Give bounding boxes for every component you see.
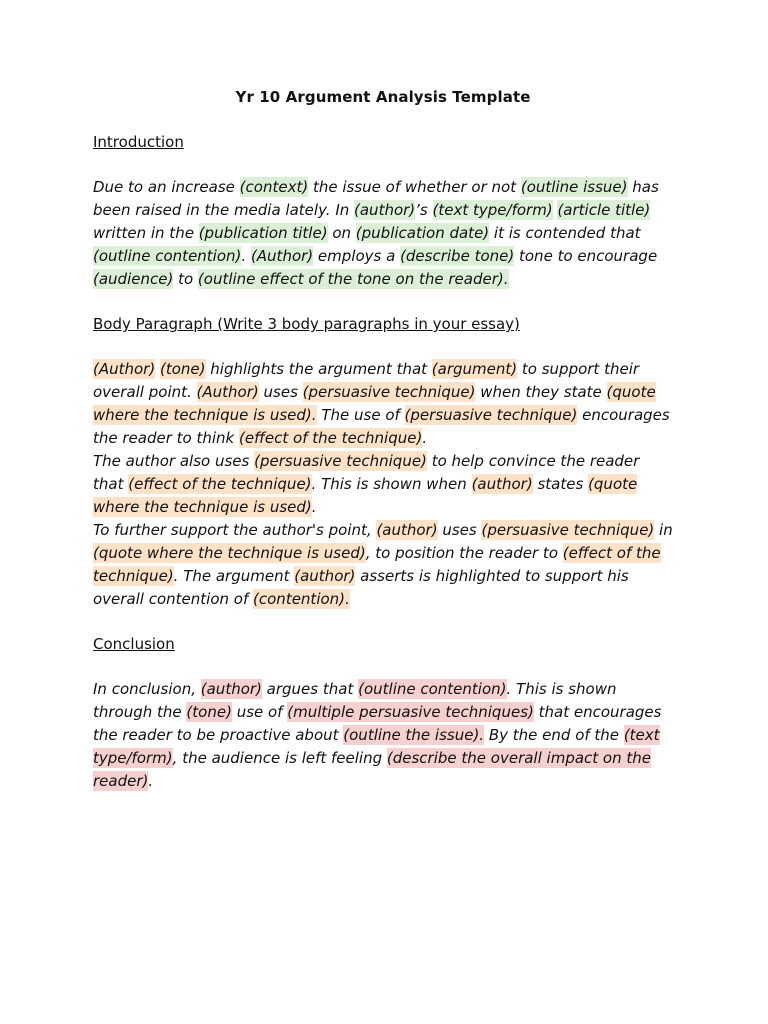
paragraph: [93, 519, 673, 611]
paragraph-text: to help convince the reader that: [93, 452, 640, 493]
placeholder-highlight: (describe tone): [400, 247, 515, 265]
paragraph-text: , to position the reader to: [365, 544, 563, 562]
paragraph-text: , the audience is left feeling: [172, 749, 387, 767]
paragraph: [93, 450, 673, 519]
placeholder-highlight: (text type/form): [432, 201, 553, 219]
placeholder-highlight: (Author): [196, 383, 259, 401]
placeholder-highlight: (Author): [93, 360, 156, 378]
placeholder-highlight: (describe the overall impact on the reader): [93, 749, 651, 790]
paragraph-text: The author also uses: [93, 452, 255, 470]
placeholder-highlight: (quote where the technique is used): [93, 475, 638, 516]
placeholder-highlight: (author): [354, 201, 416, 219]
placeholder-highlight: (context): [239, 178, 309, 196]
paragraph-text: argues that: [261, 680, 359, 698]
paragraph-text: Due to an increase: [93, 178, 240, 196]
placeholder-highlight: (effect of the technique): [93, 544, 661, 585]
placeholder-highlight: (multiple persuasive techniques): [287, 703, 534, 721]
paragraph: [93, 176, 673, 291]
section-body-paragraph: [93, 313, 673, 611]
placeholder-highlight: (argument): [431, 360, 518, 378]
paragraph-text: employs a: [313, 247, 401, 265]
placeholder-highlight: (effect of the technique): [128, 475, 312, 493]
paragraph: [93, 358, 673, 450]
paragraph-text: the issue of whether or not: [308, 178, 521, 196]
paragraph-text: . This is shown when: [311, 475, 472, 493]
paragraph-text: uses: [437, 521, 482, 539]
paragraph-text: asserts is highlighted to support his overall contention of: [93, 567, 629, 608]
section-heading-body-paragraph: Body Paragraph (Write 3 body paragraphs in your essay): [93, 315, 520, 333]
placeholder-highlight: (outline the issue).: [343, 726, 485, 744]
paragraph-text: To further support the author's point,: [93, 521, 377, 539]
placeholder-highlight: (text type/form): [93, 726, 660, 767]
section-conclusion: [93, 633, 673, 793]
placeholder-highlight: (quote where the technique is used).: [93, 383, 656, 424]
placeholder-highlight: (outline issue): [520, 178, 628, 196]
paragraph-text: .: [241, 247, 251, 265]
paragraph-text: it is contended that: [489, 224, 641, 242]
paragraph-text: written in the: [93, 224, 199, 242]
placeholder-highlight: (author): [200, 680, 262, 698]
paragraph-text: to: [173, 270, 198, 288]
paragraph-text: has been raised in the media lately. In: [93, 178, 659, 219]
section-introduction-body: [93, 176, 673, 291]
section-introduction: [93, 131, 673, 291]
paragraph-text: . The argument: [173, 567, 295, 585]
placeholder-highlight: (author): [471, 475, 533, 493]
placeholder-highlight: (outline effect of the tone on the reader).: [197, 270, 509, 288]
paragraph-text: tone to encourage: [514, 247, 658, 265]
section-spacer: [93, 291, 673, 313]
placeholder-highlight: (publication title): [198, 224, 328, 242]
placeholder-highlight: (author): [376, 521, 438, 539]
section-body-paragraph-body: [93, 358, 673, 611]
placeholder-highlight: (publication date): [355, 224, 490, 242]
placeholder-highlight: (author): [294, 567, 356, 585]
placeholder-highlight: (persuasive technique): [404, 406, 578, 424]
paragraph-text: .: [311, 498, 317, 516]
paragraph-text: in: [654, 521, 673, 539]
placeholder-highlight: (audience): [93, 270, 174, 288]
paragraph-text: ’s: [415, 201, 433, 219]
section-heading-conclusion: Conclusion: [93, 635, 175, 653]
paragraph: [93, 678, 673, 793]
section-heading-introduction: Introduction: [93, 133, 184, 151]
placeholder-highlight: (persuasive technique): [254, 452, 427, 470]
paragraph-text: states: [532, 475, 589, 493]
paragraph-text: when they state: [475, 383, 607, 401]
placeholder-highlight: (persuasive technique): [302, 383, 476, 401]
placeholder-highlight: (tone): [186, 703, 232, 721]
placeholder-highlight: (persuasive technique): [481, 521, 655, 539]
placeholder-highlight: (article title): [557, 201, 651, 219]
section-spacer: [93, 611, 673, 633]
paragraph-text: use of: [231, 703, 288, 721]
paragraph-text: on: [327, 224, 356, 242]
paragraph-text: The use of: [316, 406, 405, 424]
paragraph-text: .: [148, 772, 154, 790]
placeholder-highlight: (outline contention): [358, 680, 507, 698]
paragraph-text: .: [422, 429, 428, 447]
placeholder-highlight: (effect of the technique): [239, 429, 423, 447]
paragraph-text: . This is shown through the: [93, 680, 617, 721]
paragraph-text: to support their overall point.: [93, 360, 640, 401]
paragraph-text: that encourages the reader to be proactive about: [93, 703, 662, 744]
paragraph-text: By the end of the: [484, 726, 624, 744]
placeholder-highlight: (contention).: [253, 590, 350, 608]
paragraph-text: In conclusion,: [93, 680, 201, 698]
placeholder-highlight: (Author): [250, 247, 314, 265]
section-conclusion-body: [93, 678, 673, 793]
paragraph-text: highlights the argument that: [205, 360, 432, 378]
placeholder-highlight: (outline contention): [93, 247, 242, 265]
paragraph-text: uses: [258, 383, 303, 401]
document-page: [93, 86, 673, 793]
placeholder-highlight: (quote where the technique is used): [93, 544, 366, 562]
paragraph-text: encourages the reader to think: [93, 406, 670, 447]
document-title: Yr 10 Argument Analysis Template: [235, 88, 531, 106]
placeholder-highlight: (tone): [160, 360, 206, 378]
